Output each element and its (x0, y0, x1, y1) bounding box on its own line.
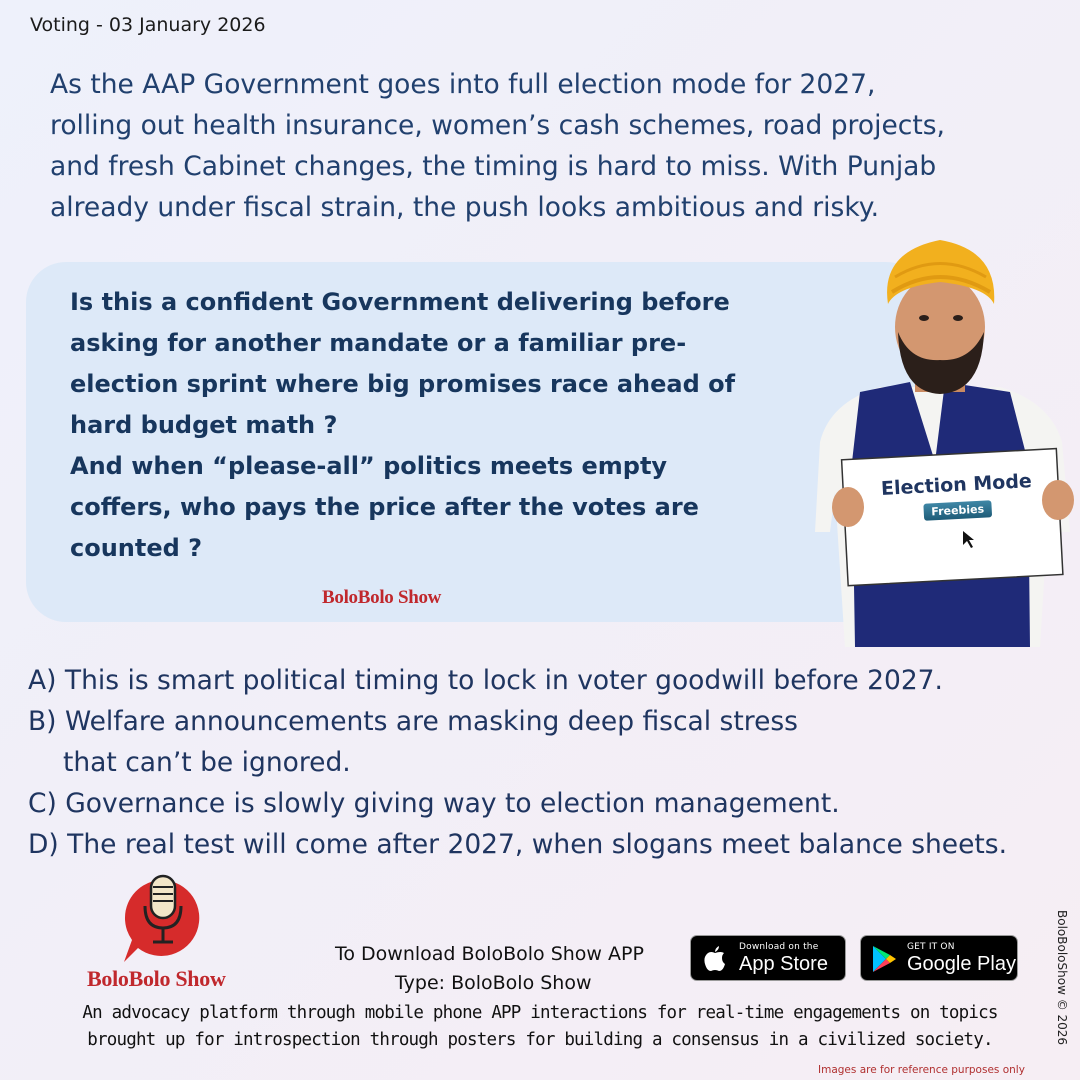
option-c[interactable]: C) Governance is slowly giving way to election management. (28, 788, 840, 819)
question-line: coffers, who pays the price after the votes are (70, 493, 699, 521)
google-play-button[interactable] (860, 935, 1018, 981)
tagline (20, 1000, 1060, 1054)
option-d[interactable]: D) The real test will come after 2027, when slogans meet balance sheets. (28, 829, 1008, 860)
apple-icon (703, 945, 727, 973)
question-line: asking for another mandate or a familiar pre- (70, 329, 687, 357)
logo-text: BoloBolo Show (87, 966, 226, 991)
download-line: To Download BoloBolo Show APP (335, 943, 644, 965)
option-a[interactable]: A) This is smart political timing to lock in voter goodwill before 2027. (28, 665, 943, 696)
app-store-label: App Store (739, 953, 828, 975)
download-line: Type: BoloBolo Show (395, 972, 592, 994)
date-line: Voting - 03 January 2026 (30, 14, 266, 36)
intro-line: and fresh Cabinet changes, the timing is hard to miss. With Punjab (50, 151, 937, 182)
question-text (70, 282, 790, 569)
question-line: Is this a confident Government delivering before (70, 288, 730, 316)
question-line: counted ? (70, 534, 203, 562)
freebies-button: Freebies (923, 500, 993, 521)
intro-paragraph (50, 64, 1040, 228)
app-store-small-label: Download on the (739, 942, 819, 952)
download-instructions (335, 940, 665, 998)
question-line: And when “please-all” politics meets empty (70, 452, 668, 480)
app-store-button[interactable] (690, 935, 846, 981)
tagline-line: brought up for introspection through posters for building a consensus in a civilized society. (87, 1030, 993, 1050)
watermark-logo-text: BoloBolo Show (322, 587, 442, 608)
option-b[interactable]: B) Welfare announcements are masking deep fiscal stress (28, 706, 798, 737)
question-line: election sprint where big promises race ahead of (70, 370, 736, 398)
disclaimer: Images are for reference purposes only (818, 1064, 1025, 1076)
intro-line: rolling out health insurance, women’s cash schemes, road projects, (50, 110, 945, 141)
google-play-icon (871, 945, 897, 973)
answer-options (28, 660, 1068, 865)
copyright-text: BoloBoloShow © 2026 (1055, 910, 1069, 1046)
placard-title: Election Mode (880, 470, 1033, 500)
google-play-label: Google Play (907, 953, 1016, 975)
politician-illustration (800, 232, 1080, 647)
intro-line: already under fiscal strain, the push looks ambitious and risky. (50, 192, 880, 223)
copyright-vertical (1045, 910, 1069, 1060)
option-b-continued[interactable]: that can’t be ignored. (63, 747, 351, 778)
question-line: hard budget math ? (70, 411, 338, 439)
tagline-line: An advocacy platform through mobile phone APP interactions for real-time engagements on topics (82, 1003, 998, 1023)
intro-line: As the AAP Government goes into full election mode for 2027, (50, 69, 876, 100)
microphone-logo-icon (118, 870, 208, 970)
google-play-small-label: GET IT ON (907, 942, 955, 952)
